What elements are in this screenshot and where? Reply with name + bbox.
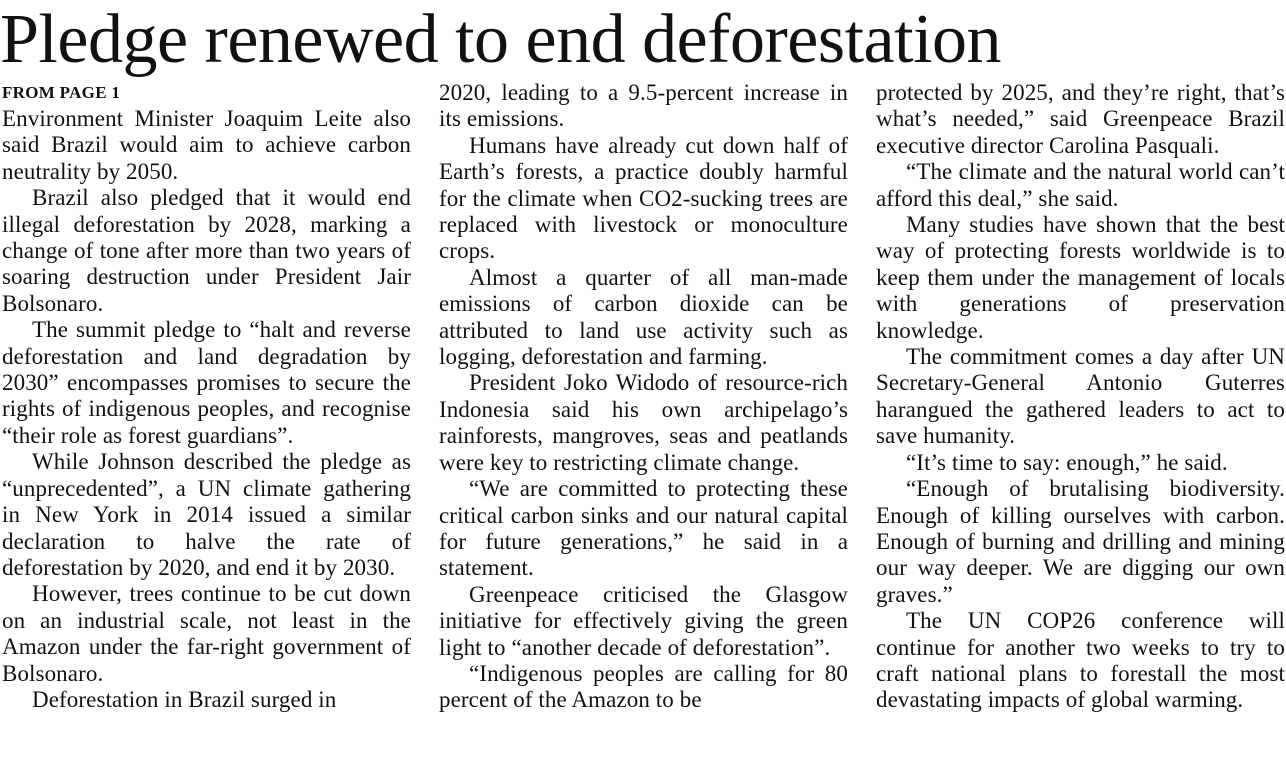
article-paragraph: The commitment comes a day after UN Secretary-General Antonio Guterres harangued the gathered leaders to act to save humanity.: [876, 344, 1285, 449]
article-column-2: [439, 80, 848, 714]
article-paragraph: Environment Minister Joaquim Leite also said Brazil would aim to achieve carbon neutrality by 2050.: [2, 106, 411, 184]
article-paragraph: “The climate and the natural world can’t afford this deal,” she said.: [876, 159, 1285, 211]
article-column-1: [2, 80, 411, 713]
article-paragraph: Brazil also pledged that it would end illegal deforestation by 2028, marking a change of tone after more than two years of soaring destruction under President Jair Bolsonaro.: [2, 185, 411, 316]
article-paragraph: “Indigenous peoples are calling for 80 percent of the Amazon to be: [439, 660, 848, 713]
article-paragraph: protected by 2025, and they’re right, that’s what’s needed,” said Greenpeace Brazil executive director Carolina Pasquali.: [876, 80, 1285, 158]
article-paragraph: Greenpeace criticised the Glasgow initiative for effectively giving the green light to “another decade of deforestation”.: [439, 581, 848, 660]
article-paragraph: 2020, leading to a 9.5-percent increase in its emissions.: [439, 80, 848, 132]
article-paragraph: The summit pledge to “halt and reverse deforestation and land degradation by 2030” encompasses promises to secure the rights of indigenous peoples, and recognise “their role as forest guardians”.: [2, 317, 411, 448]
article-paragraph: Almost a quarter of all man-made emissions of carbon dioxide can be attributed to land use activity such as logging, deforestation and farming.: [439, 264, 848, 370]
article-paragraph: “We are committed to protecting these critical carbon sinks and our natural capital for future generations,” he said in a statement.: [439, 476, 848, 581]
article-column-3: [876, 80, 1285, 714]
article-paragraph: The UN COP26 conference will continue for another two weeks to try to craft national plans to forestall the most devastating impacts of global warming.: [876, 608, 1285, 713]
article-paragraph: “It’s time to say: enough,” he said.: [906, 449, 1228, 475]
continuation-kicker: FROM PAGE 1: [2, 83, 121, 102]
article-paragraph: President Joko Widodo of resource-rich Indonesia said his own archipelago’s rainforests, mangroves, seas and peatlands were key to restricting climate change.: [439, 370, 848, 475]
article-paragraph: Humans have already cut down half of Earth’s forests, a practice doubly harmful for the climate when CO2-sucking trees are replaced with livestock or monoculture crops.: [439, 132, 848, 264]
article-paragraph: Deforestation in Brazil surged in: [32, 686, 337, 712]
article-paragraph: However, trees continue to be cut down on an industrial scale, not least in the Amazon under the far-right government of Bolsonaro.: [2, 581, 411, 686]
headline: Pledge renewed to end deforestation: [0, 1, 1002, 78]
article-paragraph: Many studies have shown that the best way of protecting forests worldwide is to keep them under the management of locals with generations of preservation knowledge.: [876, 212, 1285, 343]
article-paragraph: “Enough of brutalising biodiversity. Enough of killing ourselves with carbon. Enough of burning and drilling and mining our way deeper. We are digging our own graves.”: [876, 476, 1285, 607]
article-paragraph: While Johnson described the pledge as “unprecedented”, a UN climate gathering in New York in 2014 issued a similar declaration to halve the rate of deforestation by 2020, and end it by 2030.: [2, 449, 411, 580]
